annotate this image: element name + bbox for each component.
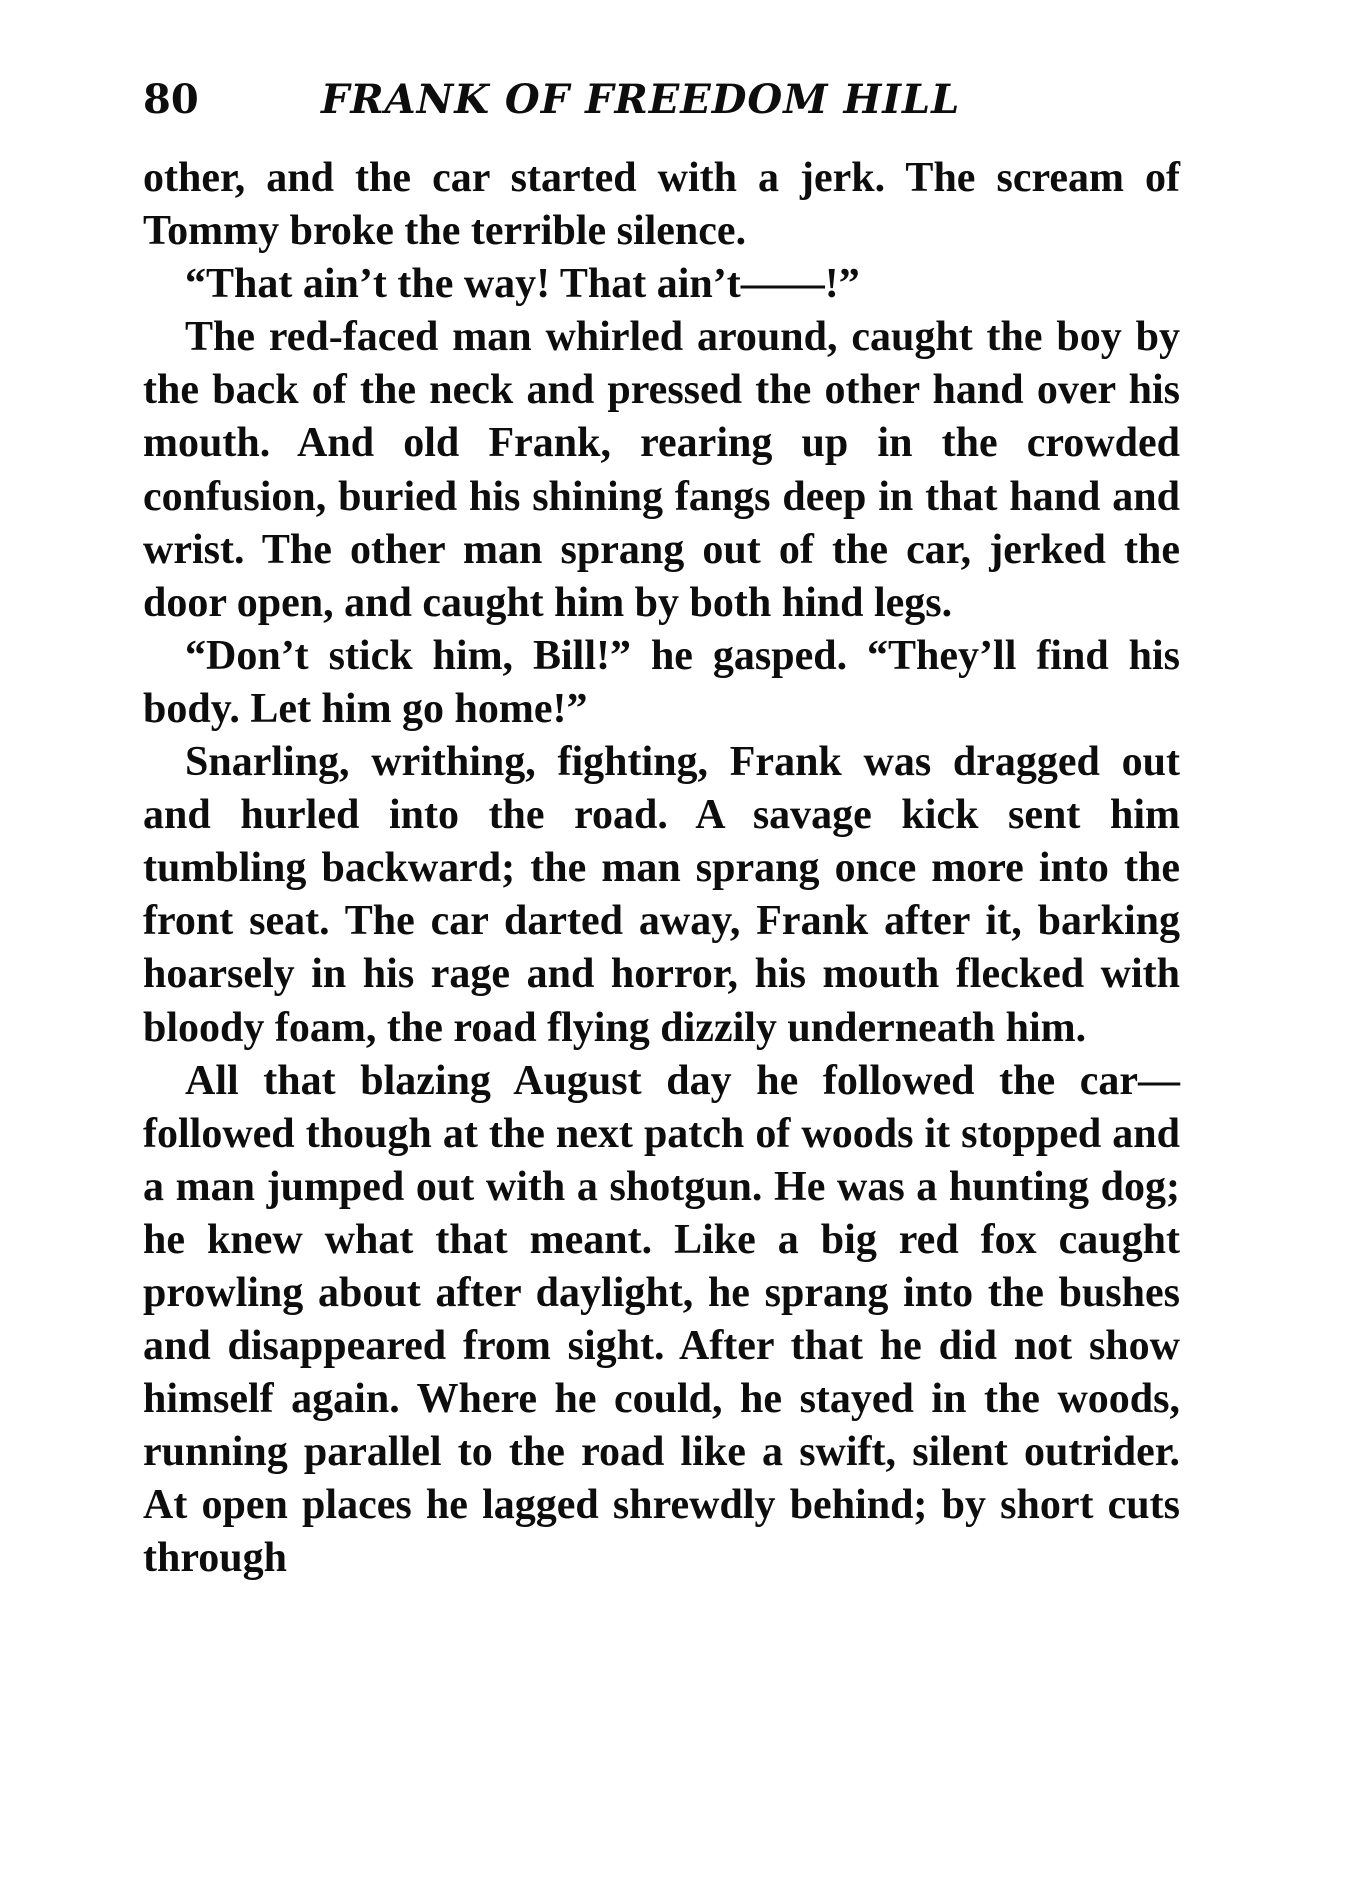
paragraph-6: All that blazing August day he followed the car—followed though at the next patch of woods it stopped and a man jumped out with a shotgun. He was a hunting dog; he knew what that meant. Like a big red fox caught prowling about after daylight, he sprang into the bushes and disappeared from sight. After that he did not show himself again. Where he could, he stayed in the woods, running parallel to the road like a swift, silent outrider. At open places he lagged shrewdly behind; by short cuts through — [143, 1057, 1180, 1582]
paragraph-5: Snarling, writhing, fighting, Frank was dragged out and hurled into the road. A savage kick sent him tumbling backward; the man sprang once more into the front seat. The car darted away, Frank after it, barking hoarsely in his rage and horror, his mouth flecked with bloody foam, the road flying dizzily underneath him. — [143, 739, 1180, 1051]
running-header — [143, 70, 1180, 130]
paragraph-4: “Don’t stick him, Bill!” he gasped. “They’ll find his body. Let him go home!” — [143, 632, 1180, 732]
paragraph-2: “That ain’t the way! That ain’t——!” — [185, 261, 860, 308]
paragraph-3: The red-faced man whirled around, caught the boy by the back of the neck and pressed the other hand over his mouth. And old Frank, rearing up in the crowded confusion, buried his shining fangs deep in that hand and wrist. The other man sprang out of the car, jerked the door open, and caught him by both hind legs. — [143, 314, 1180, 626]
running-title: FRANK OF FREEDOM HILL — [321, 76, 961, 123]
paragraph-1: other, and the car started with a jerk. The scream of Tommy broke the terrible silence. — [143, 155, 1180, 255]
body-text — [143, 152, 1180, 1586]
page-number: 80 — [143, 76, 199, 123]
